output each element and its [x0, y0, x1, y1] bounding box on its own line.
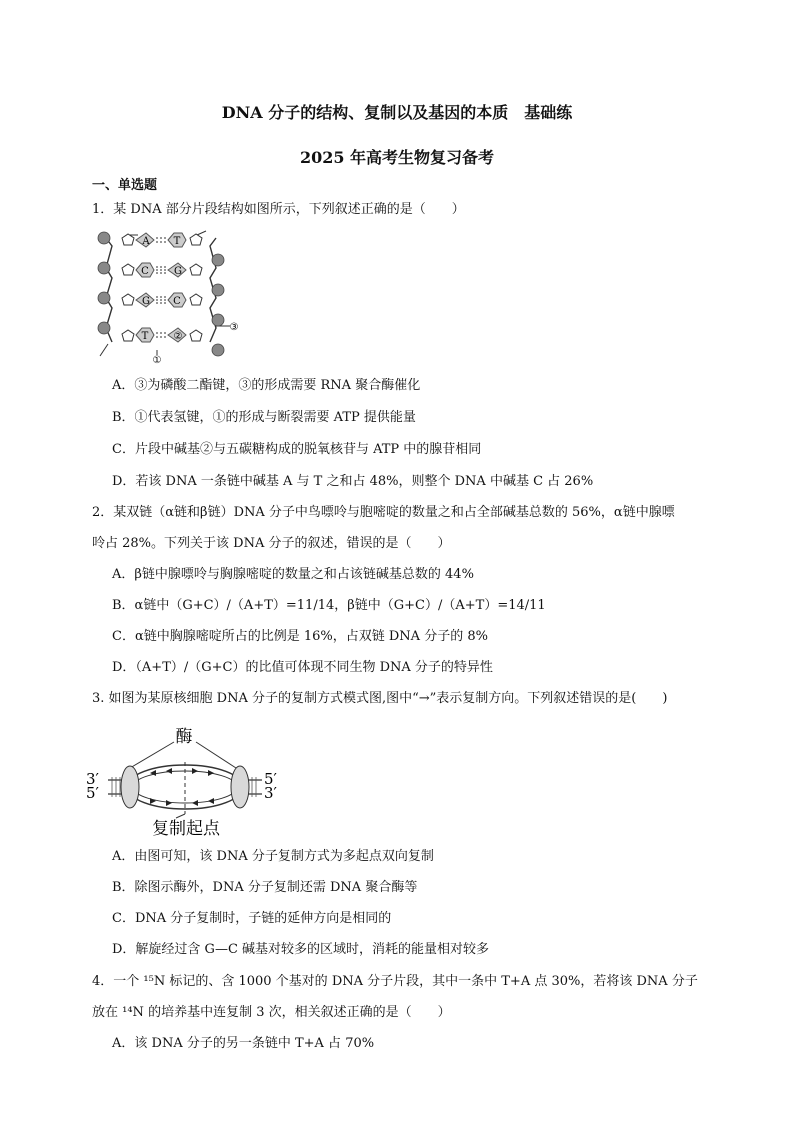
enzyme-label: 酶: [175, 727, 193, 747]
hydrogen-bond-label: ①: [152, 355, 162, 364]
base-label: C: [141, 266, 149, 277]
base-label: G: [174, 266, 182, 277]
left-end-bottom: 5′: [86, 784, 99, 802]
base-label: ②: [173, 331, 183, 342]
question-2-option-a: A．β链中腺嘌呤与胸腺嘧啶的数量之和占该链碱基总数的 44%: [112, 567, 474, 582]
question-2-option-b: B．α链中（G+C）/（A+T）=11/14，β链中（G+C）/（A+T）=14/11: [112, 598, 546, 613]
question-3-stem: 3. 如图为某原核细胞 DNA 分子的复制方式模式图,图中“→”表示复制方向。下列叙述错误的是( ): [92, 691, 668, 706]
page-subtitle: 2025 年高考生物复习备考: [299, 148, 495, 167]
page-title: DNA 分子的结构、复制以及基因的本质 基础练: [221, 103, 573, 122]
right-end-top: 5′: [264, 770, 277, 788]
dna-structure-figure: [94, 228, 246, 364]
question-3-option-c: C．DNA 分子复制时，子链的延伸方向是相同的: [112, 911, 392, 926]
question-2-stem-line-2: 呤占 28%。下列关于该 DNA 分子的叙述，错误的是（ ）: [92, 536, 451, 551]
base-label: A: [142, 236, 150, 247]
question-2-option-d: D．（A+T）/（G+C）的比值可体现不同生物 DNA 分子的特异性: [112, 660, 493, 675]
question-1-option-b: B．①代表氢键，①的形成与断裂需要 ATP 提供能量: [112, 410, 416, 425]
right-end-bottom: 3′: [264, 784, 277, 802]
question-3-option-b: B．除图示酶外，DNA 分子复制还需 DNA 聚合酶等: [112, 880, 418, 895]
question-3-option-a: A．由图可知，该 DNA 分子复制方式为多起点双向复制: [112, 849, 434, 864]
base-label: G: [142, 296, 150, 307]
question-1-option-a: A．③为磷酸二酯键，③的形成需要 RNA 聚合酶催化: [112, 378, 421, 393]
question-4-option-a: A．该 DNA 分子的另一条链中 T+A 占 70%: [112, 1036, 375, 1051]
question-1-stem: 1．某 DNA 部分片段结构如图所示，下列叙述正确的是（ ）: [92, 202, 465, 217]
base-label: T: [173, 236, 181, 247]
question-1-option-d: D．若该 DNA 一条链中碱基 A 与 T 之和占 48%，则整个 DNA 中碱基 C 占 26%: [112, 474, 594, 489]
question-2-stem-line-1: 2．某双链（α链和β链）DNA 分子中鸟嘌呤与胞嘧啶的数量之和占全部碱基总数的 56%，α链中腺嘌: [92, 505, 675, 520]
origin-label: 复制起点: [152, 819, 220, 839]
base-label: T: [141, 331, 149, 342]
left-end-top: 3′: [86, 770, 99, 788]
question-4-stem-line-2: 放在 ¹⁴N 的培养基中连复制 3 次，相关叙述正确的是（ ）: [92, 1005, 451, 1020]
question-3-option-d: D．解旋经过含 G—C 碱基对较多的区域时，消耗的能量相对较多: [112, 942, 490, 957]
question-2-option-c: C．α链中胸腺嘧啶所占的比例是 16%，占双链 DNA 分子的 8%: [112, 629, 488, 644]
dna-replication-figure: [86, 722, 286, 840]
base-label: C: [173, 296, 181, 307]
question-1-option-c: C．片段中碱基②与五碳糖构成的脱氧核苷与 ATP 中的腺苷相同: [112, 442, 482, 457]
question-4-stem-line-1: 4．一个 ¹⁵N 标记的、含 1000 个基对的 DNA 分子片段，其中一条中 T+A 点 30%，若将该 DNA 分子: [92, 974, 698, 989]
section-heading: 一、单选题: [92, 178, 158, 193]
backbone-label: ③: [229, 322, 239, 333]
